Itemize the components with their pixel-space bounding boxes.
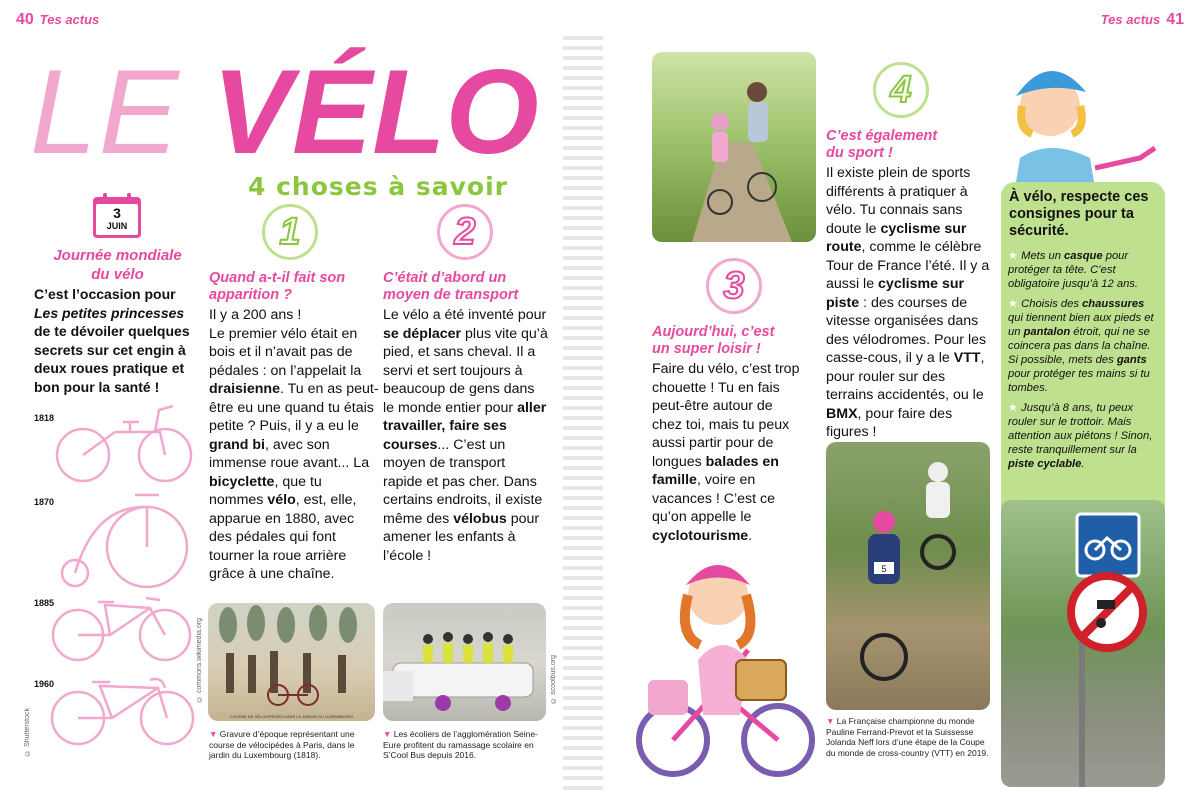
star-icon: ★ (1008, 298, 1022, 310)
section1-text (209, 306, 379, 584)
section3-t1: Faire du vélo, c’est trop chouette ! Tu en fais peut-être autour de chez toi, mais tu peux aussi partir pour de longues (652, 361, 800, 470)
section1-p2c: . Tu en as peut-être eu une quand tu étais petite ? Puis, il y a eu le (209, 381, 379, 434)
date-day: 3 (113, 205, 121, 221)
section4-t1: Il existe plein de sports différents à pratiquer à vélo. Tu connais sans doute le (826, 165, 971, 237)
safety-i2d: pantalon (1023, 326, 1071, 338)
section1-heading: Quand a-t-il fait son apparition ? (209, 270, 346, 303)
section3-heading: Aujourd’hui, c’est un super loisir ! (652, 324, 775, 357)
section2-heading: C’était d’abord un moyen de transport (383, 270, 519, 303)
number-1: 1 (279, 210, 301, 253)
section2-caption: ▼ Les écoliers de l’agglomération Seine-Eure profitent du ramassage scolaire en S’Cool Bus depuis 2016. (383, 729, 538, 760)
center-gutter-ruler (563, 30, 603, 790)
section1-p2i: , est, elle, apparue en 1880, avec des pédales qui font tourner la roue arrière grâce à une chaîne. (209, 492, 357, 582)
subtitle: 4 choses à savoir (248, 172, 509, 201)
section1-p2d: grand bi (209, 436, 265, 453)
number-1-badge (262, 204, 318, 260)
section4-caption: ▼ La Française championne du monde Pauline Ferrand-Prevot et la Suissesse Jolanda Neff lors d’une étape de la Coupe du monde de cross-country (VTT) en 2019. (826, 716, 989, 758)
section1-p1: Il y a 200 ans ! (209, 307, 302, 323)
section1-p2h: vélo (267, 492, 296, 508)
number-2: 2 (454, 210, 476, 253)
year-1885: 1885 (34, 598, 55, 608)
star-icon: ★ (1008, 250, 1022, 262)
section4-t7: , pour rouler sur des terrains accidentés, ou le (826, 350, 985, 403)
section1-caption: ▼ Gravure d’époque représentant une course de vélocipèdes à Paris, dans le jardin du Luxembourg (1818). (209, 729, 355, 760)
rider-bib-number: 5 (881, 564, 887, 574)
section4-t3: , comme le célèbre Tour de France l’été. Il y a aussi le (826, 239, 990, 292)
section4-heading: C’est également du sport ! (826, 128, 938, 161)
scoolbus-photo (383, 603, 546, 721)
section4-t6: VTT (953, 350, 981, 366)
left-section-label: Tes actus (39, 12, 100, 27)
section2-t4: aller travailler, faire ses courses (383, 399, 547, 453)
safety-item-3 (1008, 401, 1158, 471)
safety-i3c: . (1081, 458, 1085, 470)
safety-list (1008, 249, 1158, 471)
title-le: LE (30, 45, 181, 179)
bike-lane-sign-photo (1001, 500, 1165, 787)
right-section-label: Tes actus (1100, 12, 1161, 27)
boy-with-helmet-illustration (1000, 48, 1160, 188)
section2-t1: Le vélo a été inventé pour (383, 307, 547, 323)
intro-text-b: de te dévoiler quelques secrets sur cet engin à deux roues pratique et bon pour la santé ! (34, 323, 190, 395)
safety-i2b: chaussures (1082, 298, 1145, 310)
section4-t4: cyclisme sur piste (826, 276, 965, 311)
star-icon: ★ (1008, 402, 1022, 414)
section1-caption-text: Gravure d’époque représentant une course de vélocipèdes à Paris, dans le jardin du Luxembourg (1818). (209, 729, 355, 760)
safety-i1b: casque (1064, 250, 1103, 262)
section1-p2a: Le premier vélo était en bois et il n’avait pas de pédales : on l’appelait la (209, 325, 362, 379)
section2-text (383, 306, 548, 565)
section3-t4: cyclotourisme (652, 527, 749, 544)
number-3-badge (706, 258, 762, 314)
section2-t5: ... C’est un moyen de transport rapide et pas cher. Dans certains endroits, il existe même des (383, 436, 543, 527)
number-4: 4 (890, 68, 912, 111)
section3-t2: balades en famille (652, 453, 779, 488)
safety-i3b: piste cyclable (1008, 458, 1082, 470)
intro-heading-line1: Journée mondiale (53, 247, 182, 264)
year-1960: 1960 (34, 679, 55, 689)
safety-i1a: Mets un (1021, 250, 1065, 262)
section2-t2: se déplacer (383, 325, 462, 342)
section4-text (826, 164, 991, 442)
intro-text (34, 285, 202, 396)
safety-i1c: pour protéger ta tête. C’est obligatoire jusqu’à 12 ans. (1008, 250, 1138, 290)
safety-i2g: pour protéger tes mains si tu tombes. (1008, 368, 1150, 394)
engraving-photo (208, 603, 375, 721)
number-2-badge (437, 204, 493, 260)
girl-on-bike-illustration (628, 540, 818, 785)
shutterstock-credit: © Shutterstock (24, 708, 31, 756)
number-4-badge (873, 62, 929, 118)
family-bike-ride-photo (652, 52, 816, 242)
intro-text-a: C’est l’occasion pour (34, 286, 176, 302)
section4-t9: , pour faire des figures ! (826, 405, 953, 440)
section4-t8: BMX (826, 405, 858, 422)
safety-item-2 (1008, 297, 1158, 395)
grand-bi-illustration (55, 485, 195, 595)
safety-item-1 (1008, 249, 1158, 291)
date-month: JUIN (106, 221, 128, 231)
safety-title: À vélo, respecte ces consignes pour ta sécurité. (1009, 189, 1149, 239)
section2-t7: pour amener les enfants à l’école ! (383, 510, 540, 564)
section3-text (652, 360, 802, 545)
section2-t3: plus vite qu’à pied, et sans cheval. Il a servi et sert toujours à beaucoup de gens dans le monde entier pour (383, 325, 548, 416)
scoolbus-credit: © scoolbus.org (550, 655, 557, 704)
section4-t2: cyclisme sur route (826, 220, 967, 255)
safety-i2c: qui tiennent bien aux pieds et un (1008, 312, 1154, 338)
section4-t5: : des courses de vitesse organisées dans des vélodromes. Pour les casse-cous, il y a le (826, 294, 987, 366)
section1-p2b: draisienne (209, 381, 280, 397)
velo-1960-illustration (50, 668, 195, 751)
calendar-icon (92, 193, 142, 239)
safety-i2f: gants (1116, 354, 1147, 366)
section3-t5: . (748, 527, 753, 544)
safety-i2a: Choisis des (1021, 298, 1083, 310)
section2-t6: vélobus (453, 510, 507, 527)
section3-t3: , voire en vacances ! C’est ce qu’on appelle le (652, 472, 776, 525)
section4-caption-text: La Française championne du monde Pauline Ferrand-Prevot et la Suissesse Jolanda Neff lors d’une étape de la Coupe du monde de cross-country (VTT) en 2019. (826, 716, 989, 758)
section1-p2e: , avec son immense roue avant... La (209, 436, 370, 471)
left-page-number: 40 (16, 11, 34, 28)
number-3: 3 (723, 264, 745, 307)
wikimedia-credit: © commons.wikimedia.org (196, 618, 203, 703)
year-1870: 1870 (34, 497, 55, 507)
bicyclette-1885-illustration (50, 590, 195, 670)
right-page-number: 41 (1166, 11, 1184, 28)
engraving-label: COURSE DE VÉLOCIPÈDES DANS LE JARDIN DU LUXEMBOURG (229, 714, 354, 719)
intro-heading-line2: du vélo (91, 266, 144, 283)
section1-p2g: , que tu nommes (209, 473, 322, 508)
title-velo: VÉLO (212, 45, 539, 179)
draisienne-illustration (55, 400, 195, 490)
section2-caption-text: Les écoliers de l’agglomération Seine-Eure profitent du ramassage scolaire en S’Cool Bus depuis 2016. (383, 729, 538, 760)
intro-text-italic: Les petites princesses (34, 304, 185, 321)
safety-i3a: Jusqu’à 8 ans, tu peux rouler sur le trottoir. Mais attention aux piétons ! Sinon, reste tranquillement sur la (1008, 402, 1153, 456)
safety-i2e: étroit, qui ne se coincera pas dans la chaîne. Si possible, mets des (1008, 326, 1151, 366)
left-page-header (16, 11, 99, 29)
year-1818: 1818 (34, 413, 55, 423)
vtt-race-photo (826, 442, 990, 710)
section1-p2f: bicyclette (209, 473, 275, 490)
right-page-header (1101, 11, 1184, 29)
intro-heading (30, 246, 205, 284)
